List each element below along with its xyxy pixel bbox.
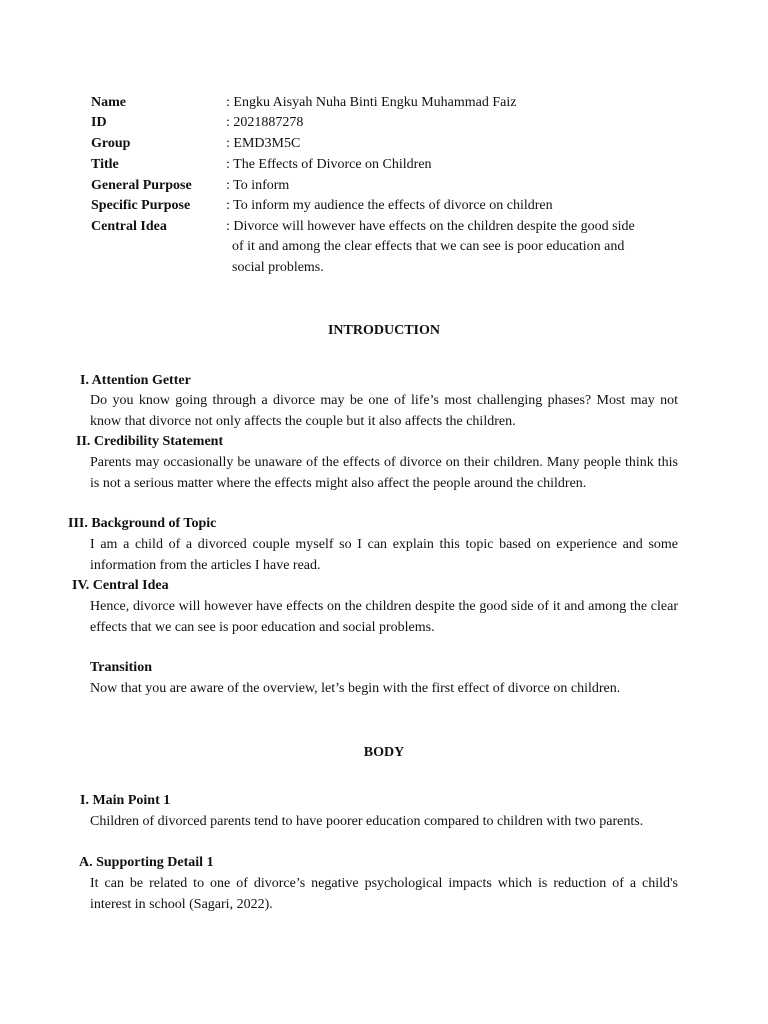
group-label: Group xyxy=(91,136,131,151)
attention-getter-text: Do you know going through a divorce may be one of life’s most challenging phases? Most may not know that divorce not only affects the couple but it also affects the children. xyxy=(90,393,678,429)
main-point-1-text: Children of divorced parents tend to have poorer education compared to children with two parents. xyxy=(90,814,644,829)
general-purpose-label: General Purpose xyxy=(91,178,192,193)
title-value: : The Effects of Divorce on Children xyxy=(226,157,432,172)
central-idea-line-2: of it and among the clear effects that we can see is poor education and xyxy=(232,239,625,254)
group-value: : EMD3M5C xyxy=(226,136,301,151)
attention-getter-title: I. Attention Getter xyxy=(80,373,191,388)
central-idea-line-1: : Divorce will however have effects on the children despite the good side xyxy=(226,219,635,234)
body-heading: BODY xyxy=(363,745,405,760)
id-value: : 2021887278 xyxy=(226,115,304,130)
specific-purpose-value: : To inform my audience the effects of divorce on children xyxy=(226,198,553,213)
credibility-title: II. Credibility Statement xyxy=(76,434,224,449)
background-title: III. Background of Topic xyxy=(68,516,217,531)
name-label: Name xyxy=(91,95,126,110)
id-label: ID xyxy=(91,115,107,130)
specific-purpose-label: Specific Purpose xyxy=(91,198,191,213)
central-idea-title: IV. Central Idea xyxy=(72,578,169,593)
central-idea-line-3: social problems. xyxy=(232,260,324,275)
transition-text: Now that you are aware of the overview, let’s begin with the first effect of divorce on children. xyxy=(90,681,621,696)
transition-title: Transition xyxy=(90,660,152,675)
name-value: : Engku Aisyah Nuha Binti Engku Muhammad Faiz xyxy=(226,95,517,110)
background-text: I am a child of a divorced couple myself so I can explain this topic based on experience and some information from the articles I have read. xyxy=(90,537,678,573)
introduction-heading: INTRODUCTION xyxy=(327,323,440,338)
supporting-detail-1-title: A. Supporting Detail 1 xyxy=(79,855,214,870)
supporting-detail-1-text: It can be related to one of divorce’s negative psychological impacts which is reduction of a child's interest in school (Sagari, 2022). xyxy=(90,876,678,912)
credibility-text: Parents may occasionally be unaware of the effects of divorce on their children. Many people think this is not a serious matter where the effects might also affect the people around the children. xyxy=(90,455,678,491)
central-idea-label: Central Idea xyxy=(91,219,167,234)
title-label: Title xyxy=(91,157,119,172)
main-point-1-title: I. Main Point 1 xyxy=(80,793,171,808)
general-purpose-value: : To inform xyxy=(226,178,290,193)
central-idea-text: Hence, divorce will however have effects on the children despite the good side of it and among the clear effects that we can see is poor education and social problems. xyxy=(90,599,678,635)
